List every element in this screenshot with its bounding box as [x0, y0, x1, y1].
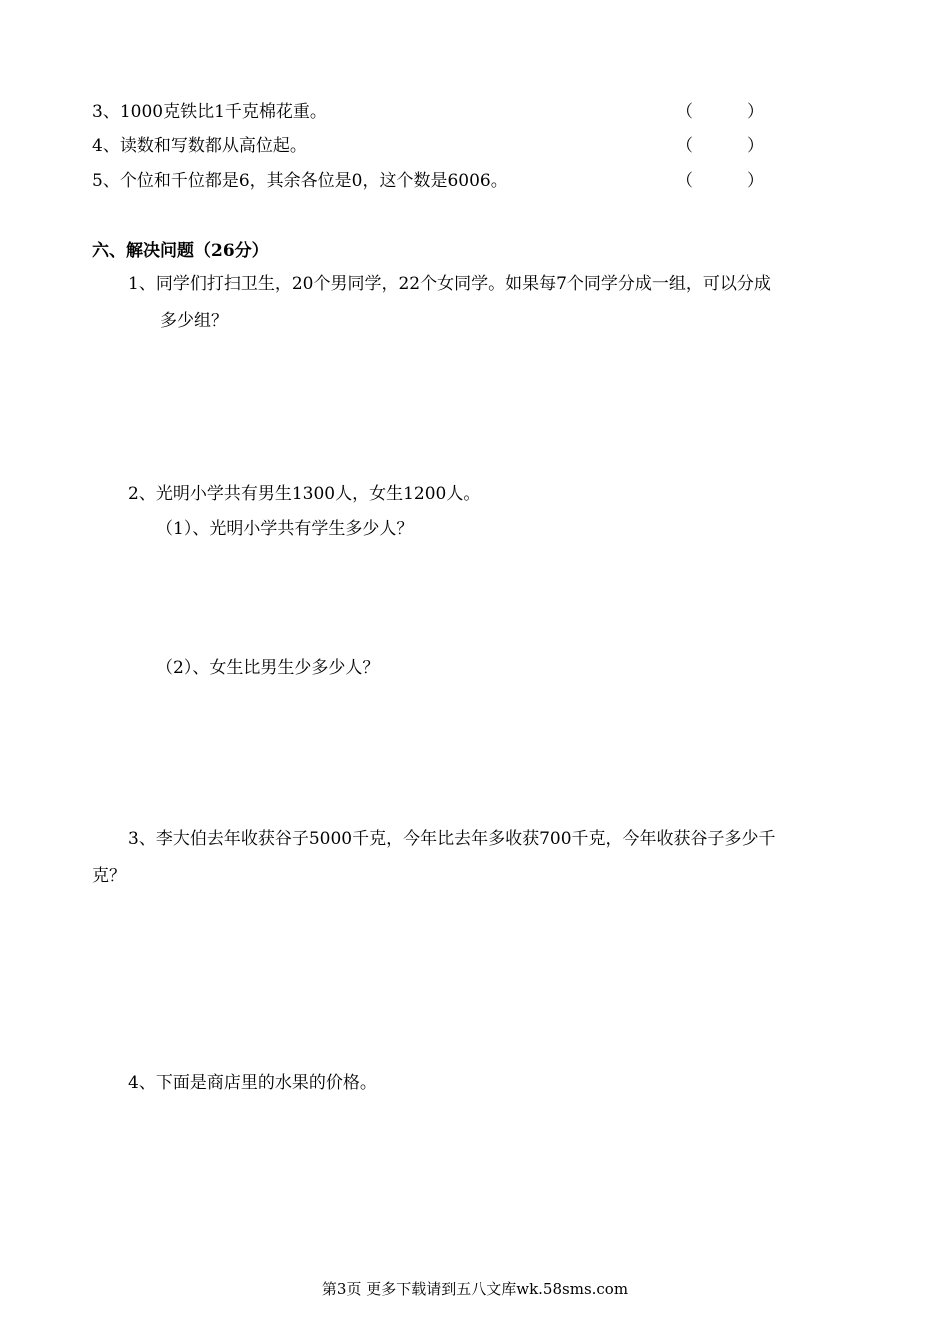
judge-answer-3: （ ） — [676, 102, 765, 122]
section-heading: 六、解决问题（26分） — [92, 241, 269, 261]
page-footer: 第3页 更多下载请到五八文库wk.58sms.com — [321, 1280, 629, 1298]
question-3-line-2: 克？ — [92, 866, 126, 886]
question-2-sub-1: （1）、光明小学共有学生多少人？ — [156, 519, 414, 539]
question-2-stem: 2、光明小学共有男生1300人，女生1200人。 — [128, 484, 481, 504]
question-3-line-1: 3、李大伯去年收获谷子5000千克，今年比去年多收获700千克，今年收获谷子多少千 — [128, 829, 776, 849]
judge-item-5: 5、个位和千位都是6，其余各位是0，这个数是6006。 — [92, 171, 508, 191]
judge-item-3: 3、1000克铁比1千克棉花重。 — [92, 102, 327, 122]
question-4-stem: 4、下面是商店里的水果的价格。 — [128, 1073, 377, 1093]
judge-answer-5: （ ） — [676, 171, 765, 191]
question-1-line-2: 多少组？ — [160, 311, 228, 331]
judge-answer-4: （ ） — [676, 136, 765, 156]
judge-item-4: 4、读数和写数都从高位起。 — [92, 136, 307, 156]
question-1-line-1: 1、同学们打扫卫生，20个男同学，22个女同学。如果每7个同学分成一组，可以分成 — [128, 274, 771, 294]
question-2-sub-2: （2）、女生比男生少多少人？ — [156, 658, 380, 678]
